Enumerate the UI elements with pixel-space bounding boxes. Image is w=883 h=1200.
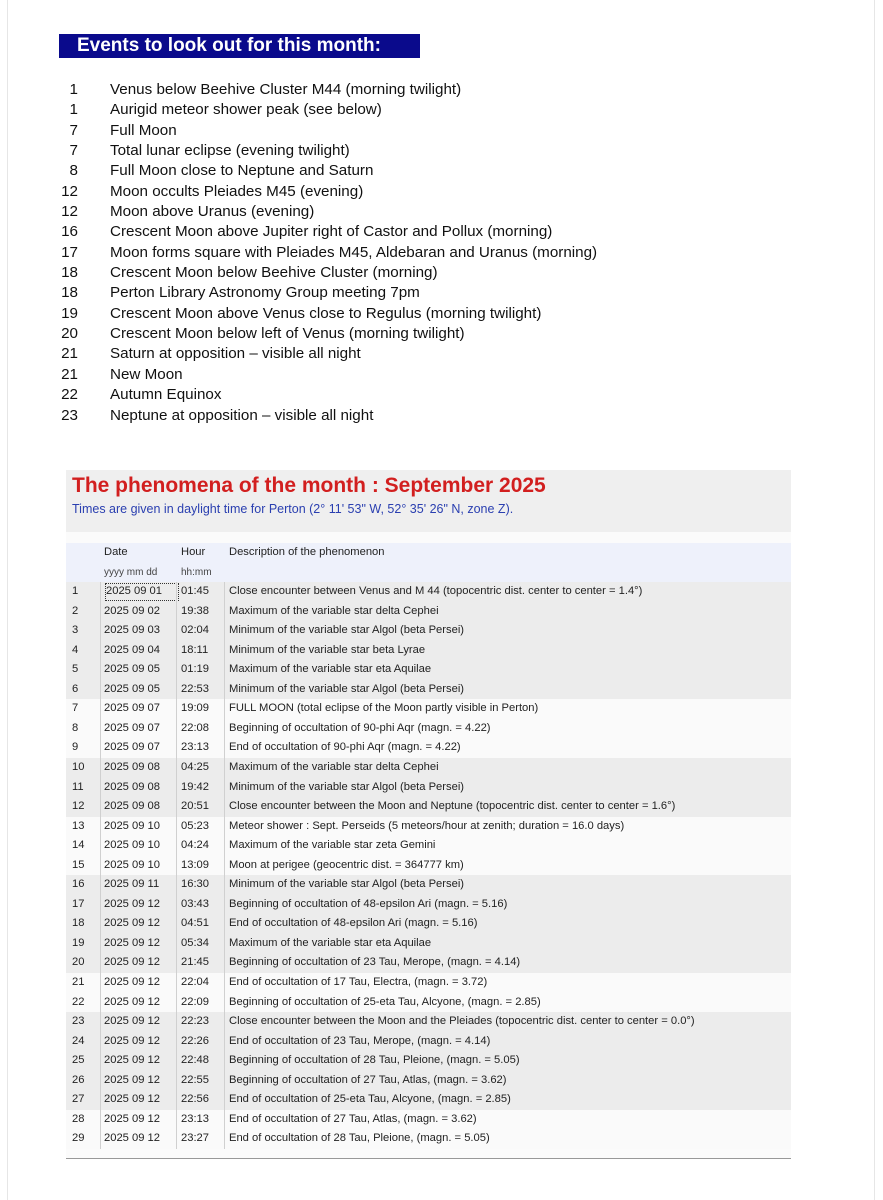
cell-hour: 04:25: [181, 761, 209, 774]
cell-date: 2025 09 08: [104, 761, 160, 774]
column-divider: [176, 660, 177, 680]
cell-num: 5: [72, 663, 79, 676]
cell-description: Beginning of occultation of 28 Tau, Pleione, (magn. = 5.05): [229, 1054, 520, 1067]
event-item: [40, 365, 840, 385]
column-divider: [224, 953, 225, 973]
cell-description: Maximum of the variable star delta Cephei: [229, 761, 439, 774]
column-divider: [100, 699, 101, 719]
column-divider: [176, 1129, 177, 1149]
table-row: [66, 660, 791, 680]
cell-hour: 05:23: [181, 819, 209, 832]
column-divider: [176, 1012, 177, 1032]
column-divider: [176, 993, 177, 1013]
column-divider: [176, 973, 177, 993]
cell-date: 2025 09 05: [104, 682, 160, 695]
cell-num: 19: [72, 936, 85, 949]
column-divider: [176, 699, 177, 719]
table-row: [66, 680, 791, 700]
cell-hour: 22:56: [181, 1093, 209, 1106]
column-divider: [224, 875, 225, 895]
event-day: 7: [69, 142, 78, 160]
cell-num: 23: [72, 1015, 85, 1028]
column-divider: [224, 797, 225, 817]
event-day: 12: [61, 182, 78, 200]
cell-num: 14: [72, 839, 85, 852]
event-description: Autumn Equinox: [110, 386, 222, 404]
column-divider: [176, 719, 177, 739]
table-row: [66, 602, 791, 622]
event-day: 1: [69, 101, 78, 119]
cell-num: 3: [72, 624, 79, 637]
column-divider: [224, 1090, 225, 1110]
column-divider: [100, 1110, 101, 1130]
cell-num: 22: [72, 995, 85, 1008]
column-divider: [224, 836, 225, 856]
event-description: Moon occults Pleiades M45 (evening): [110, 182, 364, 200]
column-divider: [176, 817, 177, 837]
cell-hour: 22:55: [181, 1073, 209, 1086]
column-divider: [176, 621, 177, 641]
cell-hour: 23:27: [181, 1132, 209, 1145]
events-heading: Events to look out for this month:: [59, 34, 420, 58]
column-divider: [100, 973, 101, 993]
column-divider: [176, 1071, 177, 1091]
cell-num: 28: [72, 1112, 85, 1125]
column-divider: [224, 895, 225, 915]
column-divider: [224, 817, 225, 837]
cell-num: 29: [72, 1132, 85, 1145]
event-item: [40, 344, 840, 364]
cell-date: 2025 09 11: [104, 878, 160, 891]
column-divider: [224, 738, 225, 758]
cell-description: Close encounter between the Moon and the Pleiades (topocentric dist. center to center = 0.0°): [229, 1015, 695, 1028]
event-description: Crescent Moon below left of Venus (morning twilight): [110, 325, 465, 343]
table-row: [66, 914, 791, 934]
cell-date: 2025 09 02: [104, 604, 160, 617]
column-divider: [224, 1110, 225, 1130]
table-row: [66, 1012, 791, 1032]
column-divider: [224, 1071, 225, 1091]
table-row: [66, 973, 791, 993]
cell-date: 2025 09 12: [104, 897, 160, 910]
cell-date: 2025 09 07: [104, 721, 160, 734]
column-divider: [100, 680, 101, 700]
event-day: 8: [69, 162, 78, 180]
cell-hour: 05:34: [181, 936, 209, 949]
table-row: [66, 817, 791, 837]
cell-num: 2: [72, 604, 79, 617]
table-row: [66, 1051, 791, 1071]
column-divider: [224, 856, 225, 876]
cell-date: 2025 09 12: [104, 976, 160, 989]
cell-date: 2025 09 12: [104, 1015, 160, 1028]
cell-date: 2025 09 04: [104, 643, 160, 656]
column-divider: [176, 1110, 177, 1130]
cell-hour: 19:42: [181, 780, 209, 793]
cell-date: 2025 09 12: [104, 1054, 160, 1067]
column-divider: [100, 1032, 101, 1052]
cell-date: 2025 09 10: [104, 839, 160, 852]
column-divider: [176, 856, 177, 876]
event-description: Crescent Moon below Beehive Cluster (morning): [110, 264, 438, 282]
cell-date: 2025 09 12: [104, 1073, 160, 1086]
cell-hour: 22:23: [181, 1015, 209, 1028]
table-row: [66, 582, 791, 602]
column-divider: [100, 875, 101, 895]
cell-description: Maximum of the variable star delta Cephei: [229, 604, 439, 617]
cell-num: 15: [72, 858, 85, 871]
column-divider: [100, 1051, 101, 1071]
table-row: [66, 934, 791, 954]
column-divider: [224, 621, 225, 641]
table-subheader-row: [66, 563, 791, 583]
phenomena-panel: [66, 470, 791, 1158]
event-day: 22: [61, 386, 78, 404]
table-row: [66, 778, 791, 798]
cell-num: 9: [72, 741, 79, 754]
cell-description: Beginning of occultation of 48-epsilon Ari (magn. = 5.16): [229, 897, 508, 910]
cell-hour: 22:04: [181, 976, 209, 989]
column-divider: [224, 934, 225, 954]
cell-num: 6: [72, 682, 79, 695]
cell-hour: 19:09: [181, 702, 209, 715]
cell-description: Maximum of the variable star eta Aquilae: [229, 936, 432, 949]
column-divider: [176, 895, 177, 915]
table-row: [66, 856, 791, 876]
column-divider: [176, 778, 177, 798]
column-divider: [100, 993, 101, 1013]
event-item: [40, 141, 840, 161]
column-divider: [176, 602, 177, 622]
cell-description: End of occultation of 28 Tau, Pleione, (magn. = 5.05): [229, 1132, 490, 1145]
cell-hour: 19:38: [181, 604, 209, 617]
column-divider: [100, 641, 101, 661]
column-divider: [176, 797, 177, 817]
event-item: [40, 304, 840, 324]
cell-description: Minimum of the variable star Algol (beta Persei): [229, 624, 465, 637]
cell-hour: 22:53: [181, 682, 209, 695]
event-day: 20: [61, 325, 78, 343]
event-item: [40, 161, 840, 181]
event-description: Neptune at opposition – visible all night: [110, 406, 374, 424]
column-divider: [176, 641, 177, 661]
phenomena-header: [66, 470, 791, 532]
event-description: Full Moon close to Neptune and Saturn: [110, 162, 374, 180]
cell-date: 2025 09 12: [104, 917, 160, 930]
phenomena-subtitle: Times are given in daylight time for Perton (2° 11' 53" W, 52° 35' 26" N, zone Z).: [72, 502, 514, 516]
table-row: [66, 875, 791, 895]
event-description: Total lunar eclipse (evening twilight): [110, 142, 350, 160]
event-item: [40, 243, 840, 263]
cell-description: Maximum of the variable star zeta Gemini: [229, 839, 436, 852]
table-row: [66, 1110, 791, 1130]
event-description: Aurigid meteor shower peak (see below): [110, 101, 382, 119]
cell-hour: 03:43: [181, 897, 209, 910]
table-row: [66, 953, 791, 973]
column-divider: [224, 660, 225, 680]
cell-num: 10: [72, 761, 85, 774]
cell-description: Beginning of occultation of 90-phi Aqr (magn. = 4.22): [229, 721, 491, 734]
cell-hour: 22:09: [181, 995, 209, 1008]
column-divider: [100, 719, 101, 739]
column-divider: [176, 836, 177, 856]
event-day: 18: [61, 284, 78, 302]
cell-num: 25: [72, 1054, 85, 1067]
table-body: [66, 582, 791, 1149]
column-divider: [224, 582, 225, 602]
table-row: [66, 1090, 791, 1110]
column-divider: [100, 582, 101, 602]
cell-num: 12: [72, 800, 85, 813]
column-divider: [224, 699, 225, 719]
column-divider: [224, 993, 225, 1013]
cell-num: 7: [72, 702, 79, 715]
column-divider: [100, 817, 101, 837]
cell-description: End of occultation of 23 Tau, Merope, (magn. = 4.14): [229, 1034, 491, 1047]
table-row: [66, 641, 791, 661]
column-divider: [100, 934, 101, 954]
column-divider: [224, 602, 225, 622]
cell-date: 2025 09 12: [104, 1132, 160, 1145]
column-divider: [100, 602, 101, 622]
cell-hour: 21:45: [181, 956, 209, 969]
cell-hour: 22:48: [181, 1054, 209, 1067]
cell-date: 2025 09 07: [104, 741, 160, 754]
column-divider: [176, 582, 177, 602]
column-divider: [176, 1051, 177, 1071]
column-subheader-date: yyyy mm dd: [104, 566, 158, 578]
table-bottom-border: [66, 1158, 791, 1159]
table-row: [66, 797, 791, 817]
event-item: [40, 283, 840, 303]
event-day: 21: [61, 365, 78, 383]
phenomena-table: [66, 543, 791, 1149]
cell-num: 24: [72, 1034, 85, 1047]
event-description: Venus below Beehive Cluster M44 (morning twilight): [110, 81, 462, 98]
cell-num: 20: [72, 956, 85, 969]
event-day: 16: [61, 223, 78, 241]
event-description: Full Moon: [110, 121, 177, 139]
column-divider: [100, 1129, 101, 1149]
cell-date: 2025 09 03: [104, 624, 160, 637]
column-divider: [224, 778, 225, 798]
column-divider: [224, 1129, 225, 1149]
cell-hour: 22:26: [181, 1034, 209, 1047]
column-divider: [176, 1090, 177, 1110]
column-divider: [176, 680, 177, 700]
event-day: 12: [61, 203, 78, 221]
event-day: 21: [61, 345, 78, 363]
column-divider: [176, 934, 177, 954]
column-divider: [224, 758, 225, 778]
event-description: Crescent Moon above Venus close to Regulus (morning twilight): [110, 304, 542, 322]
column-divider: [176, 738, 177, 758]
column-header-description: Description of the phenomenon: [229, 546, 385, 558]
event-item: [40, 324, 840, 344]
cell-description: Moon at perigee (geocentric dist. = 364777 km): [229, 858, 464, 871]
column-divider: [176, 875, 177, 895]
cell-description: Maximum of the variable star eta Aquilae: [229, 663, 432, 676]
cell-date: 2025 09 07: [104, 702, 160, 715]
event-day: 1: [69, 81, 78, 98]
cell-description: Beginning of occultation of 25-eta Tau, Alcyone, (magn. = 2.85): [229, 995, 541, 1008]
cell-hour: 01:45: [181, 585, 209, 598]
event-description: Perton Library Astronomy Group meeting 7pm: [110, 284, 420, 302]
event-item: [40, 182, 840, 202]
event-item: [40, 406, 840, 426]
column-divider: [224, 1051, 225, 1071]
column-divider: [224, 680, 225, 700]
column-divider: [100, 1071, 101, 1091]
cell-num: 18: [72, 917, 85, 930]
cell-hour: 04:24: [181, 839, 209, 852]
cell-description: Close encounter between the Moon and Neptune (topocentric dist. center to center = 1.6°): [229, 800, 676, 813]
column-divider: [224, 1012, 225, 1032]
event-day: 17: [61, 243, 78, 261]
cell-date: 2025 09 05: [104, 663, 160, 676]
column-divider: [224, 1032, 225, 1052]
column-divider: [176, 1032, 177, 1052]
column-divider: [224, 914, 225, 934]
column-divider: [224, 973, 225, 993]
event-item: [40, 263, 840, 283]
event-description: Moon above Uranus (evening): [110, 203, 315, 221]
cell-hour: 23:13: [181, 1112, 209, 1125]
cell-date: 2025 09 10: [104, 819, 160, 832]
column-divider: [100, 797, 101, 817]
cell-date: 2025 09 08: [104, 800, 160, 813]
table-row: [66, 621, 791, 641]
column-divider: [224, 719, 225, 739]
cell-date: 2025 09 12: [104, 936, 160, 949]
cell-hour: 04:51: [181, 917, 209, 930]
cell-description: Close encounter between Venus and M 44 (topocentric dist. center to center = 1.4°): [229, 585, 643, 598]
event-item: [40, 121, 840, 141]
event-description: New Moon: [110, 365, 183, 383]
column-divider: [100, 738, 101, 758]
table-header-row: [66, 543, 791, 563]
column-divider: [100, 778, 101, 798]
cell-description: Minimum of the variable star Algol (beta Persei): [229, 682, 465, 695]
column-header-date: Date: [104, 546, 128, 558]
cell-hour: 16:30: [181, 878, 209, 891]
event-day: 19: [61, 304, 78, 322]
cell-description: Minimum of the variable star Algol (beta Persei): [229, 780, 465, 793]
table-row: [66, 1129, 791, 1149]
table-row: [66, 738, 791, 758]
event-item: [40, 222, 840, 242]
cell-description: End of occultation of 48-epsilon Ari (magn. = 5.16): [229, 917, 478, 930]
cell-date: 2025 09 01: [104, 582, 180, 602]
cell-num: 1: [72, 585, 79, 598]
column-divider: [176, 758, 177, 778]
cell-date: 2025 09 08: [104, 780, 160, 793]
cell-num: 17: [72, 897, 85, 910]
cell-date: 2025 09 12: [104, 956, 160, 969]
event-description: Moon forms square with Pleiades M45, Aldebaran and Uranus (morning): [110, 243, 598, 261]
event-item: [40, 385, 840, 405]
events-list: [40, 80, 840, 426]
table-row: [66, 758, 791, 778]
cell-description: Minimum of the variable star beta Lyrae: [229, 643, 426, 656]
cell-num: 26: [72, 1073, 85, 1086]
column-divider: [100, 836, 101, 856]
cell-description: Minimum of the variable star Algol (beta Persei): [229, 878, 465, 891]
cell-hour: 13:09: [181, 858, 209, 871]
column-divider: [100, 914, 101, 934]
event-item: [40, 202, 840, 222]
cell-date: 2025 09 12: [104, 1112, 160, 1125]
table-row: [66, 1071, 791, 1091]
cell-num: 8: [72, 721, 79, 734]
event-day: 7: [69, 121, 78, 139]
event-day: 18: [61, 264, 78, 282]
event-day: 23: [61, 406, 78, 424]
cell-date: 2025 09 12: [104, 1034, 160, 1047]
event-item: [40, 80, 840, 100]
cell-description: Meteor shower : Sept. Perseids (5 meteors/hour at zenith; duration = 16.0 days): [229, 819, 625, 832]
table-row: [66, 895, 791, 915]
column-divider: [100, 895, 101, 915]
cell-hour: 23:13: [181, 741, 209, 754]
cell-date: 2025 09 10: [104, 858, 160, 871]
column-subheader-hour: hh:mm: [181, 566, 212, 578]
table-row: [66, 1032, 791, 1052]
event-description: Saturn at opposition – visible all night: [110, 345, 361, 363]
column-divider: [176, 953, 177, 973]
column-divider: [100, 758, 101, 778]
cell-hour: 20:51: [181, 800, 209, 813]
column-divider: [100, 1012, 101, 1032]
cell-num: 27: [72, 1093, 85, 1106]
cell-description: End of occultation of 90-phi Aqr (magn. = 4.22): [229, 741, 461, 754]
column-divider: [100, 660, 101, 680]
event-item: [40, 100, 840, 120]
cell-num: 16: [72, 878, 85, 891]
cell-description: FULL MOON (total eclipse of the Moon partly visible in Perton): [229, 702, 539, 715]
cell-description: End of occultation of 25-eta Tau, Alcyone, (magn. = 2.85): [229, 1093, 511, 1106]
cell-hour: 22:08: [181, 721, 209, 734]
column-divider: [100, 621, 101, 641]
column-divider: [100, 953, 101, 973]
cell-description: End of occultation of 27 Tau, Atlas, (magn. = 3.62): [229, 1112, 477, 1125]
event-description: Crescent Moon above Jupiter right of Castor and Pollux (morning): [110, 223, 553, 241]
cell-date: 2025 09 12: [104, 1093, 160, 1106]
column-divider: [224, 641, 225, 661]
cell-hour: 01:19: [181, 663, 209, 676]
column-divider: [176, 914, 177, 934]
cell-num: 4: [72, 643, 79, 656]
cell-num: 13: [72, 819, 85, 832]
cell-description: End of occultation of 17 Tau, Electra, (magn. = 3.72): [229, 976, 488, 989]
column-header-hour: Hour: [181, 546, 206, 558]
cell-description: Beginning of occultation of 27 Tau, Atlas, (magn. = 3.62): [229, 1073, 507, 1086]
table-row: [66, 719, 791, 739]
table-row: [66, 699, 791, 719]
cell-hour: 02:04: [181, 624, 209, 637]
cell-num: 21: [72, 976, 85, 989]
table-row: [66, 836, 791, 856]
cell-num: 11: [72, 780, 84, 793]
cell-description: Beginning of occultation of 23 Tau, Merope, (magn. = 4.14): [229, 956, 521, 969]
column-divider: [100, 1090, 101, 1110]
phenomena-title: The phenomena of the month : September 2025: [72, 474, 546, 497]
cell-hour: 18:11: [181, 643, 209, 656]
cell-date: 2025 09 12: [104, 995, 160, 1008]
table-row: [66, 993, 791, 1013]
column-divider: [100, 856, 101, 876]
